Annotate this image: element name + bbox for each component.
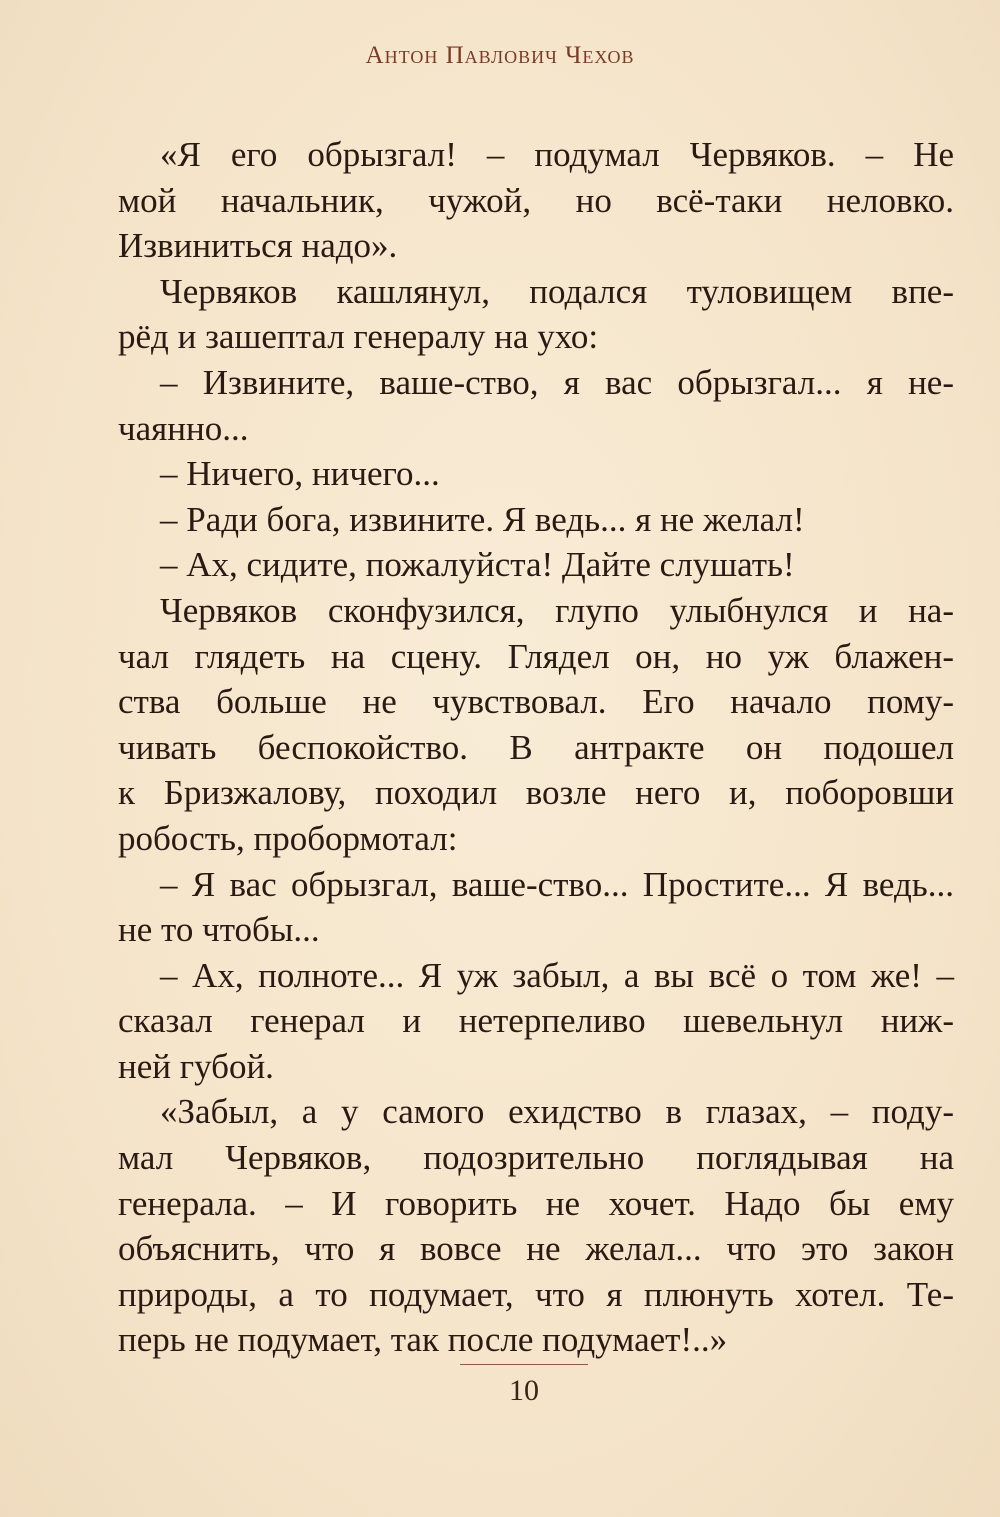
text-line: робость, пробормотал: [118,818,458,858]
text-line: Червяков кашлянул, подался туловищем впе- [160,271,954,311]
text-line: – Извините, ваше-ство, я вас обрызгал... я не- [160,362,954,402]
text-line: – Я вас обрызгал, ваше-ство... Простите... Я ведь... [160,864,954,904]
text-line: – Ради бога, извините. Я ведь... я не желал! [160,499,805,539]
text-line: мой начальник, чужой, но всё-таки неловко. [118,180,954,220]
text-line: объяснить, что я вовсе не желал... что это закон [118,1229,954,1269]
page-number: 10 [509,1374,539,1407]
text-line: к Бризжалову, походил возле него и, поборовши [118,773,954,813]
text-line: сказал генерал и нетерпеливо шевельнул ниж- [118,1001,954,1041]
text-line: не то чтобы... [118,910,320,950]
running-header: Антон Павлович Чехов [365,42,635,69]
text-line: «Я его обрызгал! – подумал Червяков. – Не [160,135,954,174]
text-line: «Забыл, а у самого ехидство в глазах, – поду- [160,1092,954,1132]
text-line: ней губой. [118,1046,274,1086]
text-line: чал глядеть на сцену. Глядел он, но уж блажен- [118,636,954,676]
text-line: мал Червяков, подозрительно поглядывая на [118,1138,954,1178]
text-line: чивать беспокойство. В антракте он подошел [118,727,954,767]
text-line: – Ничего, ничего... [160,454,440,494]
text-line: рёд и зашептал генералу на ухо: [118,317,599,357]
text-line: – Ах, полноте... Я уж забыл, а вы всё о том же! – [160,955,954,995]
body-text [118,132,954,1363]
text-line: Червяков сконфузился, глупо улыбнулся и на- [160,590,954,630]
text-line: перь не подумает, так после подумает!..» [118,1320,728,1360]
text-line: чаянно... [118,408,249,448]
text-line: Извиниться надо». [118,226,398,266]
text-line: ства больше не чувствовал. Его начало пому- [118,682,954,722]
text-line: генерала. – И говорить не хочет. Надо бы ему [118,1183,954,1223]
text-line: – Ах, сидите, пожалуйста! Дайте слушать! [160,545,795,585]
page-number-rule [460,1364,588,1365]
text-line: природы, а то подумает, что я плюнуть хотел. Те- [118,1274,954,1314]
